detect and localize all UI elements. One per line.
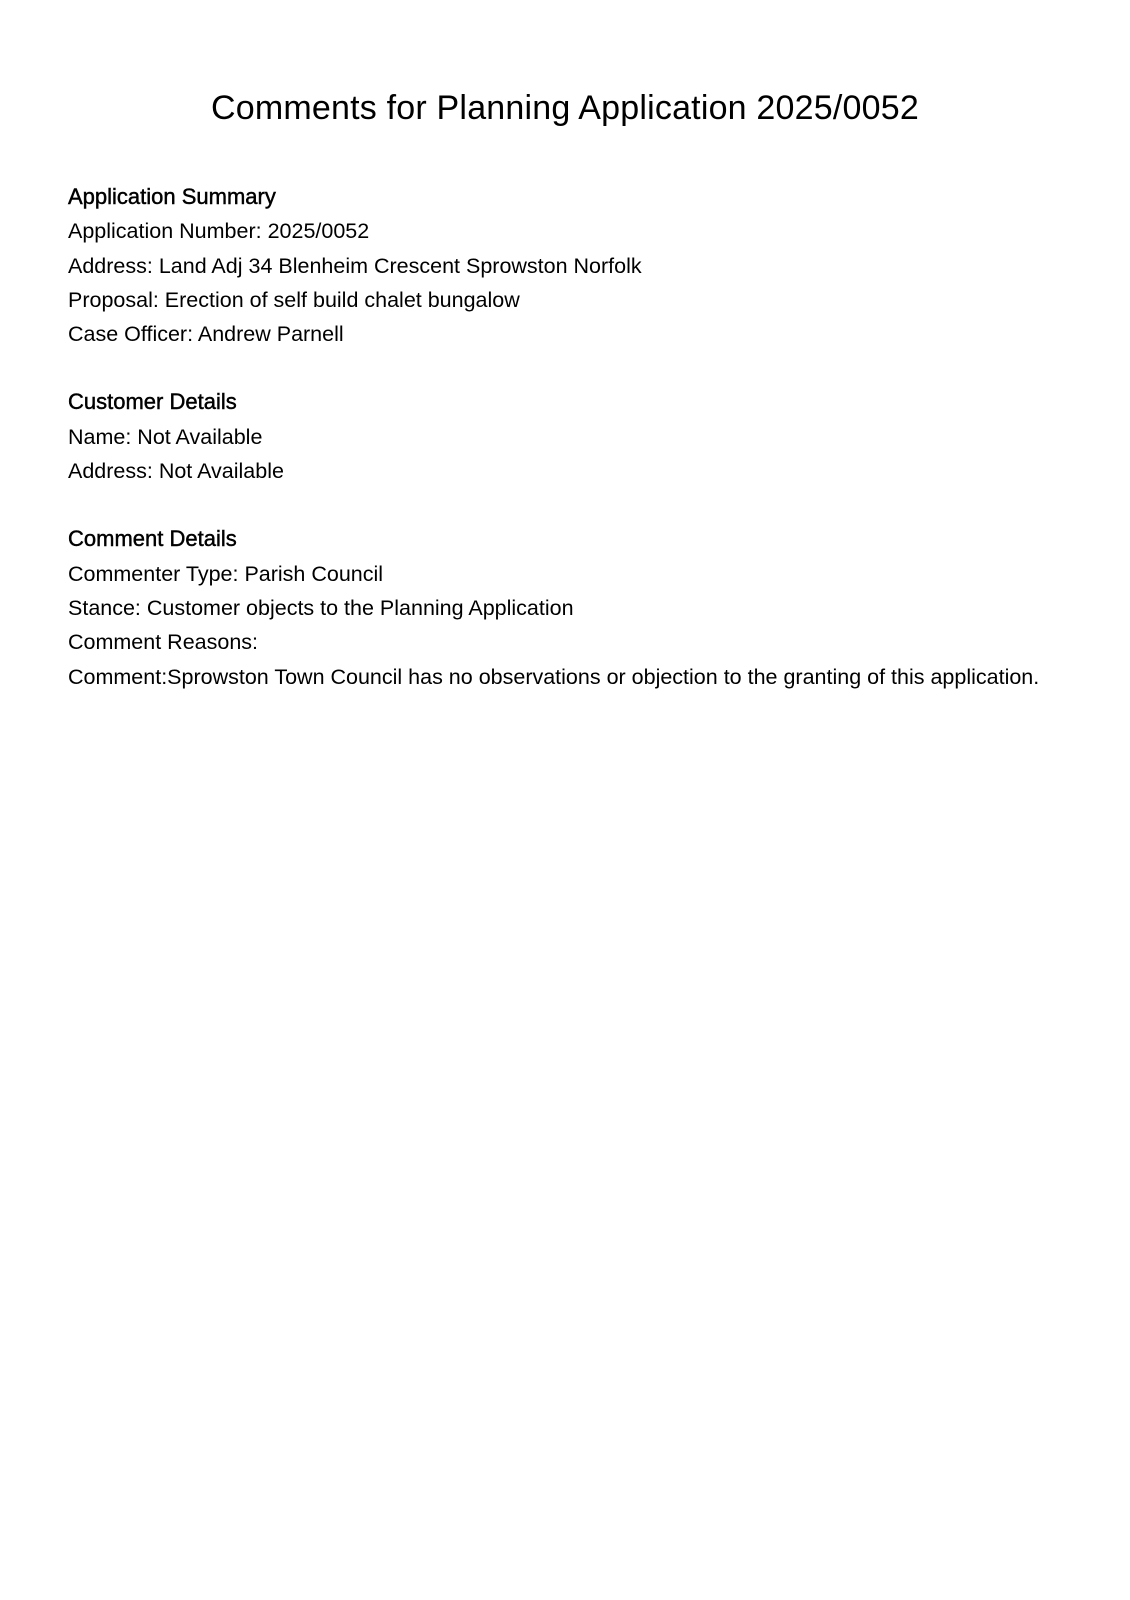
customer-details-heading: Customer Details [68, 389, 237, 415]
stance: Stance: Customer objects to the Planning Application [68, 595, 574, 620]
customer-name: Name: Not Available [68, 424, 263, 449]
page-title: Comments for Planning Application 2025/0052 [211, 89, 919, 127]
document-body [68, 180, 1048, 728]
commenter-type: Commenter Type: Parish Council [68, 561, 384, 586]
customer-address: Address: Not Available [68, 459, 284, 484]
comment-details-heading: Comment Details [68, 526, 237, 552]
customer-details-section [68, 385, 1048, 488]
comment-reasons: Comment Reasons: [68, 630, 258, 655]
application-summary-heading: Application Summary [68, 184, 276, 209]
comment-text: Comment:Sprowston Town Council has no observations or objection to the granting of this application. [68, 664, 1040, 689]
comment-details-section [68, 522, 1048, 693]
application-number: Application Number: 2025/0052 [68, 219, 370, 244]
case-officer: Case Officer: Andrew Parnell [68, 322, 344, 347]
application-address: Address: Land Adj 34 Blenheim Crescent Sprowston Norfolk [68, 253, 642, 278]
application-proposal: Proposal: Erection of self build chalet bungalow [68, 287, 520, 312]
application-summary-section [68, 180, 1048, 351]
